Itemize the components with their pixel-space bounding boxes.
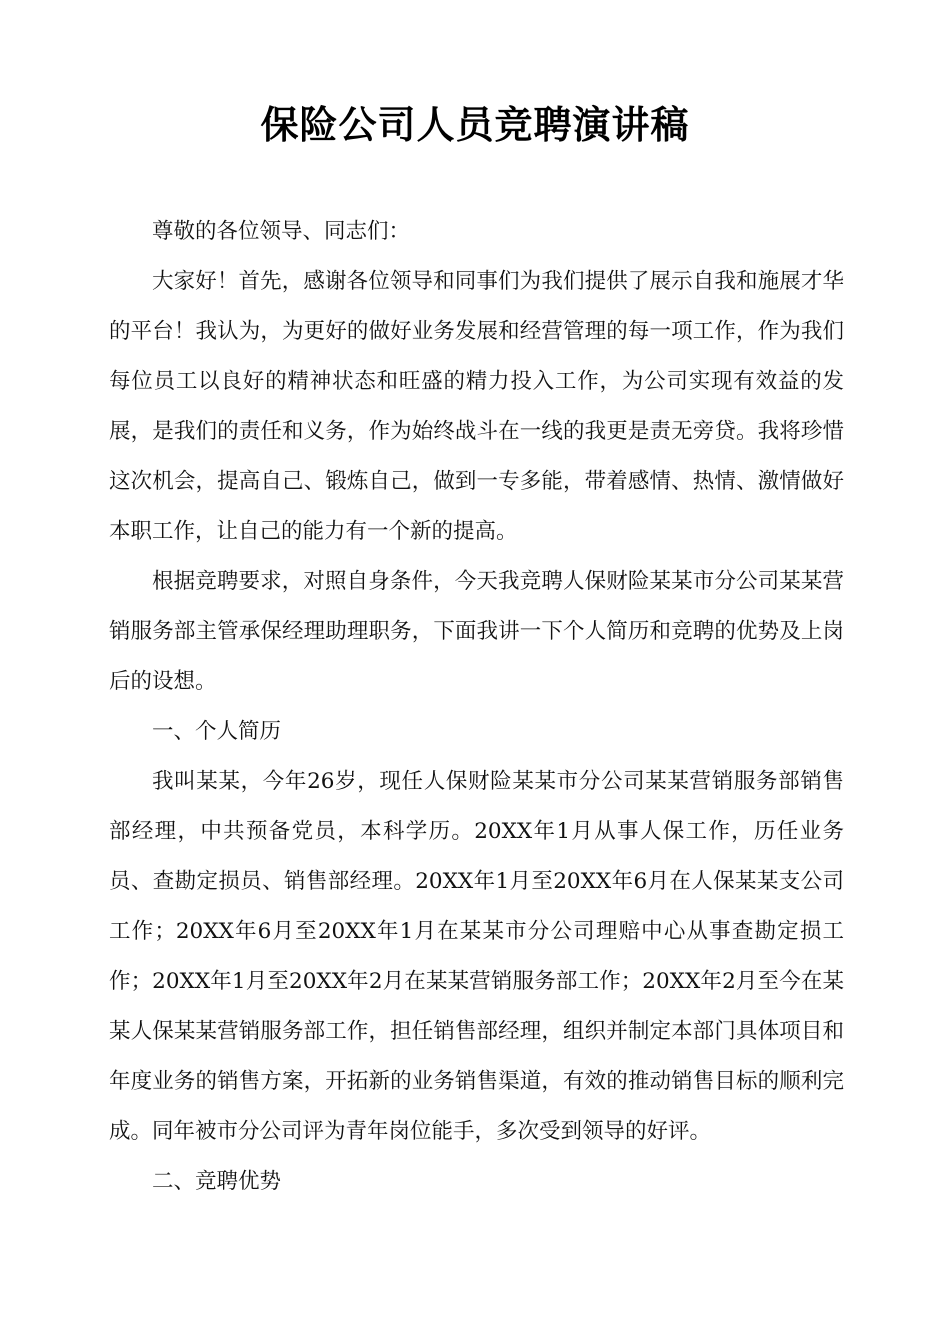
section-heading-advantages: 二、竞聘优势: [152, 1169, 282, 1194]
resume-paragraph: 我叫某某，今年26岁，现任人保财险某某市分公司某某营销服务部销售部经理，中共预备党员，本科学历。20XX年1月从事人保工作，历任业务员、查勘定损员、销售部经理。20XX年1月至20XX年6月在人保某某支公司工作；20XX年6月至20XX年1月在某某市分公司理赔中心从事查勘定损工作；20XX年1月至20XX年2月在某某营销服务部工作；20XX年2月至今在某某人保某某营销服务部工作，担任销售部经理，组织并制定本部门具体项目和年度业务的销售方案，开拓新的业务销售渠道，有效的推动销售目标的顺利完成。同年被市分公司评为青年岗位能手，多次受到领导的好评。: [109, 769, 844, 1144]
greeting-paragraph: 大家好！首先，感谢各位领导和同事们为我们提供了展示自我和施展才华的平台！我认为，为更好的做好业务发展和经营管理的每一项工作，作为我们每位员工以良好的精神状态和旺盛的精力投入工作，为公司实现有效益的发展，是我们的责任和义务，作为始终战斗在一线的我更是责无旁贷。我将珍惜这次机会，提高自己、锻炼自己，做到一专多能，带着感情、热情、激情做好本职工作，让自己的能力有一个新的提高。: [109, 269, 844, 544]
intro-paragraph: 根据竞聘要求，对照自身条件，今天我竞聘人保财险某某市分公司某某营销服务部主管承保经理助理职务，下面我讲一下个人简历和竞聘的优势及上岗后的设想。: [109, 569, 844, 694]
section-heading-resume: 一、个人简历: [152, 719, 282, 744]
document-title: 保险公司人员竞聘演讲稿: [260, 103, 690, 147]
salutation-paragraph: 尊敬的各位领导、同志们：: [152, 219, 411, 244]
document-body: [109, 207, 844, 1207]
